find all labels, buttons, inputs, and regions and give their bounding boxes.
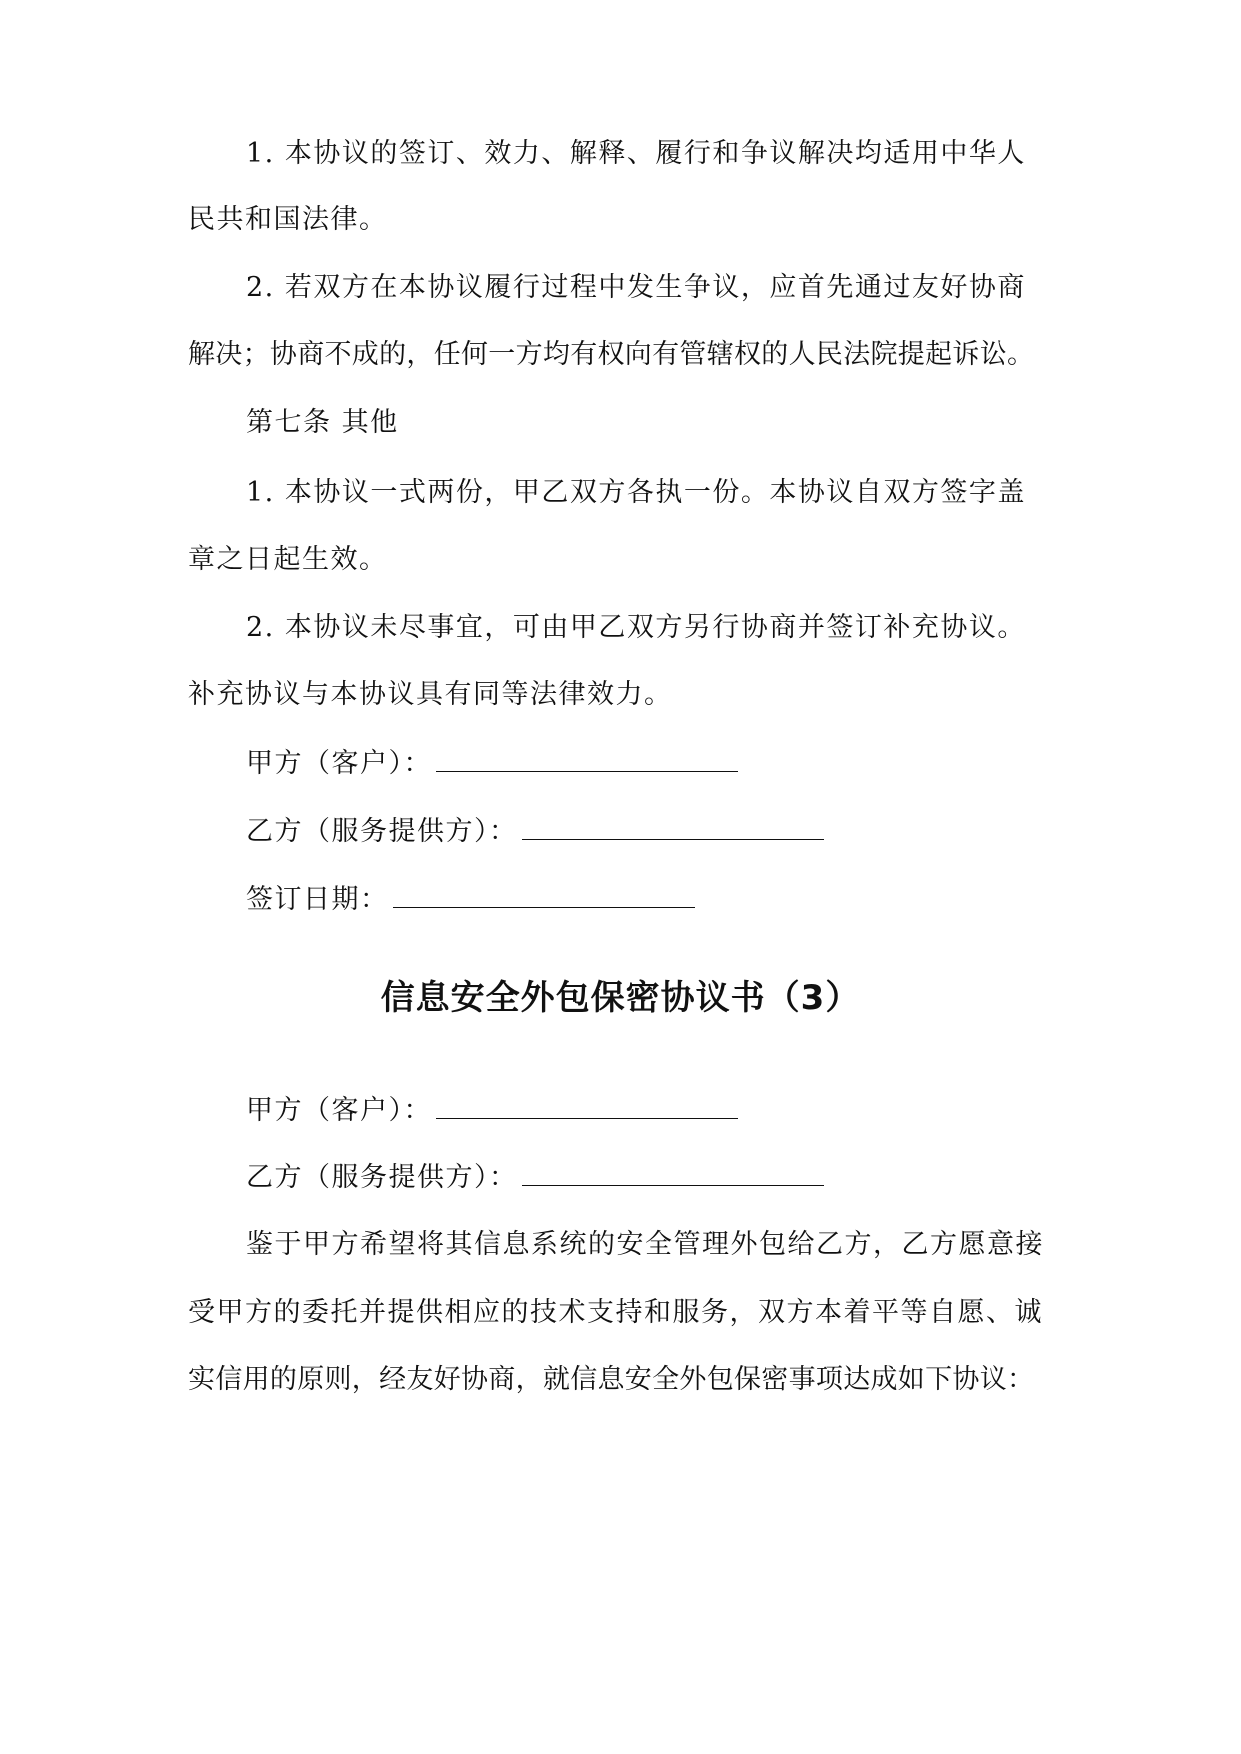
doc3-party-b-blank: [522, 1159, 824, 1186]
signature-party-a-blank: [436, 745, 738, 772]
section6-item2-line1: 2. 若双方在本协议履行过程中发生争议，应首先通过友好协商: [246, 272, 1026, 303]
signature-date-blank: [393, 881, 695, 908]
section6-item2-line2: 解决；协商不成的，任何一方均有权向有管辖权的人民法院提起诉讼。: [188, 339, 1035, 370]
signature-party-b: [246, 813, 1106, 850]
signature-party-a-label: 甲方（客户）：: [246, 748, 432, 779]
doc3-party-a-label: 甲方（客户）：: [246, 1095, 432, 1126]
doc3-party-a-blank: [436, 1092, 738, 1119]
doc3-preamble-line3: 实信用的原则，经友好协商，就信息安全外包保密事项达成如下协议：: [188, 1364, 1035, 1395]
doc3-party-a: [246, 1092, 1106, 1129]
signature-date: [246, 881, 1106, 918]
doc3-preamble-line2: 受甲方的委托并提供相应的技术支持和服务，双方本着平等自愿、诚: [188, 1297, 1043, 1328]
section6-item1-line2: 民共和国法律。: [188, 204, 388, 235]
signature-party-b-label: 乙方（服务提供方）：: [246, 816, 518, 847]
doc3-party-b: [246, 1159, 1106, 1196]
section7-item2-line1: 2. 本协议未尽事宜，可由甲乙双方另行协商并签订补充协议。: [246, 612, 1026, 643]
doc3-title: 信息安全外包保密协议书（3）: [380, 978, 861, 1018]
section6-item1-line1: 1. 本协议的签订、效力、解释、履行和争议解决均适用中华人: [246, 138, 1026, 169]
section7-heading: 第七条 其他: [246, 407, 399, 438]
section7-item1-line1: 1. 本协议一式两份，甲乙双方各执一份。本协议自双方签字盖: [246, 477, 1026, 508]
doc3-party-b-label: 乙方（服务提供方）：: [246, 1162, 518, 1193]
signature-party-b-blank: [522, 813, 824, 840]
section7-item2-line2: 补充协议与本协议具有同等法律效力。: [188, 679, 673, 710]
section7-item1-line2: 章之日起生效。: [188, 544, 388, 575]
signature-party-a: [246, 745, 1106, 782]
signature-date-label: 签订日期：: [246, 884, 389, 915]
doc3-preamble-line1: 鉴于甲方希望将其信息系统的安全管理外包给乙方，乙方愿意接: [246, 1229, 1044, 1260]
